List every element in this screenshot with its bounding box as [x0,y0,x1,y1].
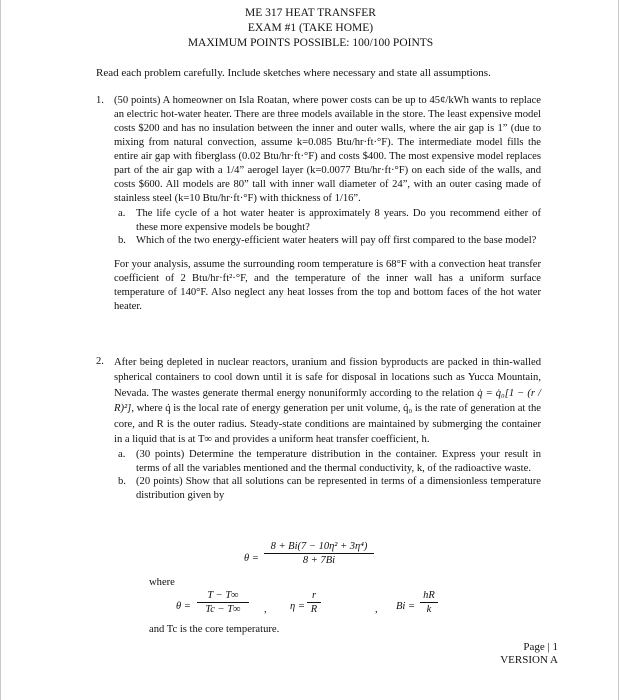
where-label: where [149,577,175,588]
problem-2-text [114,355,541,447]
instructions: Read each problem carefully. Include sketches where necessary and state all assumptions. [96,67,491,79]
def-eta-numerator: r [311,590,317,601]
theta-equation-lhs: θ = [244,553,259,564]
fraction-bar [197,602,249,603]
core-temperature-note: and Tc is the core temperature. [149,624,280,635]
problem-1-number: 1. [96,95,104,106]
problem-2-number: 2. [96,356,104,367]
course-title: ME 317 HEAT TRANSFER [245,7,376,19]
theta-numerator: 8 + Bi(7 − 10η² + 3η⁴) [270,541,368,552]
exam-header [1,6,619,51]
problem-2a-text: (30 points) Determine the temperature distribution in the container. Express your result in terms of all the variables mentioned and the thermal conductivity, k, of the radioactive waste. [136,449,541,474]
problem-1-analysis: For your analysis, assume the surrounding room temperature is 68°F with a convection heat transfer coefficient of 2 Btu/hr·ft²·°F, and the temperature of the inner wall has a uniform surface temperature of 140°F. Also neglect any heat losses from the top and bottom faces of the hot water heater. [114,258,541,312]
problem-1a [118,207,541,234]
problem-1 [96,94,541,314]
theta-denominator: 8 + 7Bi [302,555,336,566]
problem-2a-label: a. [118,449,126,461]
problem-1b [118,234,541,248]
problem-1b-label: b. [118,235,126,246]
problem-1b-text: Which of the two energy-efficient water heaters will pay off first compared to the base model? [136,235,537,246]
fraction-bar [307,602,321,603]
def-bi-denominator: k [426,604,432,615]
problem-1-text: (50 points) A homeowner on Isla Roatan, where power costs can be up to 45¢/kWh wants to replace an electric hot-water heater. There are three models available in the store. The least expensive model costs $200 and has no insulation between the inner and outer walls, where the air gap is 1” (due to mixing from natural convection, assume k=0.085 Btu/hr·ft·°F). The intermediate model fills the entire air gap with fiberglass (0.02 Btu/hr·ft·°F) and costs $400. The most expensive model replaces part of the air gap with a 1/4” aerogel layer (k=0.0077 Btu/hr·ft·°F) on each side of the walls, and costs $600. All models are 80” tall with inner wall diameter of 24”, with an outer casing made of stainless steel (k=10 Btu/hr·ft·°F) with thickness of 1/16”. [114,95,541,204]
page-number: Page | 1 [523,641,558,653]
problem-2b [118,475,541,502]
def-theta-fraction [197,590,249,615]
exam-title: EXAM #1 (TAKE HOME) [247,22,374,34]
problem-2 [96,355,541,502]
problem-2b-text: (20 points) Show that all solutions can be represented in terms of a dimensionless temperature distribution given by [136,476,541,501]
def-bi-lhs: Bi = [396,601,416,612]
def-eta-denominator: R [310,604,318,615]
separator-comma: , [264,603,267,615]
problem-2-text-part2: , where q̇ is the local rate of energy generation per unit volume, q̇₀ is the rate of generation at the core, and R is the outer radius. Steady-state conditions are maintained by submerging the container in a liquid that is at T∞ and provides a uniform heat transfer coefficient, h. [114,403,541,446]
problem-2a [118,448,541,475]
def-theta-numerator: T − T∞ [207,590,239,601]
def-bi-fraction [420,590,438,615]
problem-1a-text: The life cycle of a hot water heater is approximately 8 years. Do you recommend either of these more expensive models be bought? [136,208,541,233]
version-label: VERSION A [500,654,558,666]
def-bi-numerator: hR [423,590,435,601]
points-title: MAXIMUM POINTS POSSIBLE: 100/100 POINTS [187,37,434,49]
problem-2b-label: b. [118,476,126,488]
fraction-bar [264,553,374,554]
def-eta-fraction [307,590,321,615]
def-theta-lhs: θ = [176,601,191,612]
page-footer [500,641,558,667]
theta-equation-fraction [264,541,374,566]
problem-1a-label: a. [118,208,126,219]
def-eta-lhs: η = [290,601,305,612]
fraction-bar [420,602,438,603]
def-theta-denominator: Tc − T∞ [205,604,241,615]
separator-comma: , [375,603,378,615]
problem-2-text-part1: After being depleted in nuclear reactors, uranium and fission byproducts are packed in thin-walled spherical containers to cool down until it is safe for disposal in locations such as Yucca Mountain, Nevada. The wastes generate thermal energy nonuniformly according to the relation [114,357,541,399]
generation-relation: q̇ = q̇₀[1 − (r / R)²] [114,387,541,415]
